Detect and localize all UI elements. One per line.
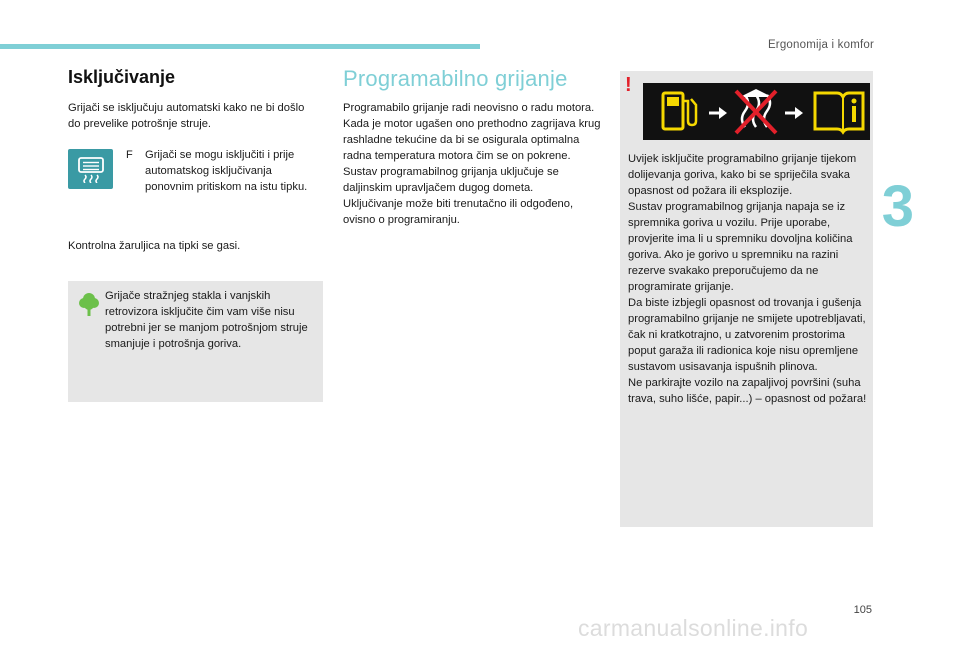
fuel-pump-icon: [663, 93, 696, 129]
bullet-text: Grijači se mogu isključiti i prije automatskog isključivanja ponovnim pritiskom na istu tipku.: [145, 149, 308, 193]
arrow-right-icon: [709, 107, 727, 119]
arrow-right-icon: [785, 107, 803, 119]
eco-note-box: [68, 281, 323, 402]
intro-paragraph: Grijači se isključuju automatski kako ne bi došlo do prevelike potrošnje struje.: [68, 102, 305, 130]
heading-iskljucivanje: Isključivanje: [68, 67, 176, 87]
safety-pictogram: [643, 83, 870, 140]
programmable-heating-text: Programabilo grijanje radi neovisno o radu motora. Kada je motor ugašen ono prethodno zagrijava krug rashladne tekućine da bi se osigurala optimalna radna temperatura motora čim se on pokrene. Sustav programabilnog grijanja uključuje se daljinskim upravljačem dugog dometa. Uključivanje može biti trenutačno ili odgođeno, ovisno o programiranju.: [343, 102, 601, 226]
bullet-switch-off: [126, 147, 314, 195]
section-title: Ergonomija i komfor: [767, 39, 874, 51]
warning-exclamation-icon: !: [625, 74, 632, 96]
manual-book-icon: [815, 93, 863, 132]
eco-note-text: Grijače stražnjeg stakla i vanjskih retrovizora isključite čim vam više nisu potrebni jer se manjom potrošnjom struje smanjuje i potrošnja goriva.: [105, 290, 308, 350]
warning-text: Uvijek isključite programabilno grijanje tijekom dolijevanja goriva, kako bi se spriječila svaka opasnost od požara ili eksplozije. Sustav programabilnog grijanja napaja se iz spremnika goriva u vozilu. Prije uporabe, provjerite ima li u spremniku dovoljna količina goriva. Ako je gorivo u spremniku na razini rezerve svakako preporučujemo da ne programirate grijanje. Da biste izbjegli opasnost od trovanja i gušenja programabilno grijanje ne smijete upotrebljavati, čak ni kratkotrajno, u zatvorenim prostorima poput garaža ili radionica koje nisu opremljene sustavom usisavanja ispušnih plinova. Ne parkirajte vozilo na zapaljivoj površini (suha trava, suho lišće, papir...) – opasnost od požara!: [628, 153, 867, 405]
header-accent-bar: [0, 44, 480, 49]
heater-crossed-icon: [736, 89, 776, 133]
watermark: carmanualsonline.info: [578, 615, 809, 641]
heading-programabilno-grijanje: Programabilno grijanje: [343, 66, 568, 91]
bullet-mark: F: [126, 149, 133, 161]
control-light-paragraph: Kontrolna žaruljica na tipki se gasi.: [68, 240, 241, 252]
page-number: 105: [853, 604, 872, 616]
rear-defrost-icon: [68, 149, 113, 189]
chapter-number: 3: [881, 174, 914, 239]
eco-tree-icon: [78, 291, 100, 317]
